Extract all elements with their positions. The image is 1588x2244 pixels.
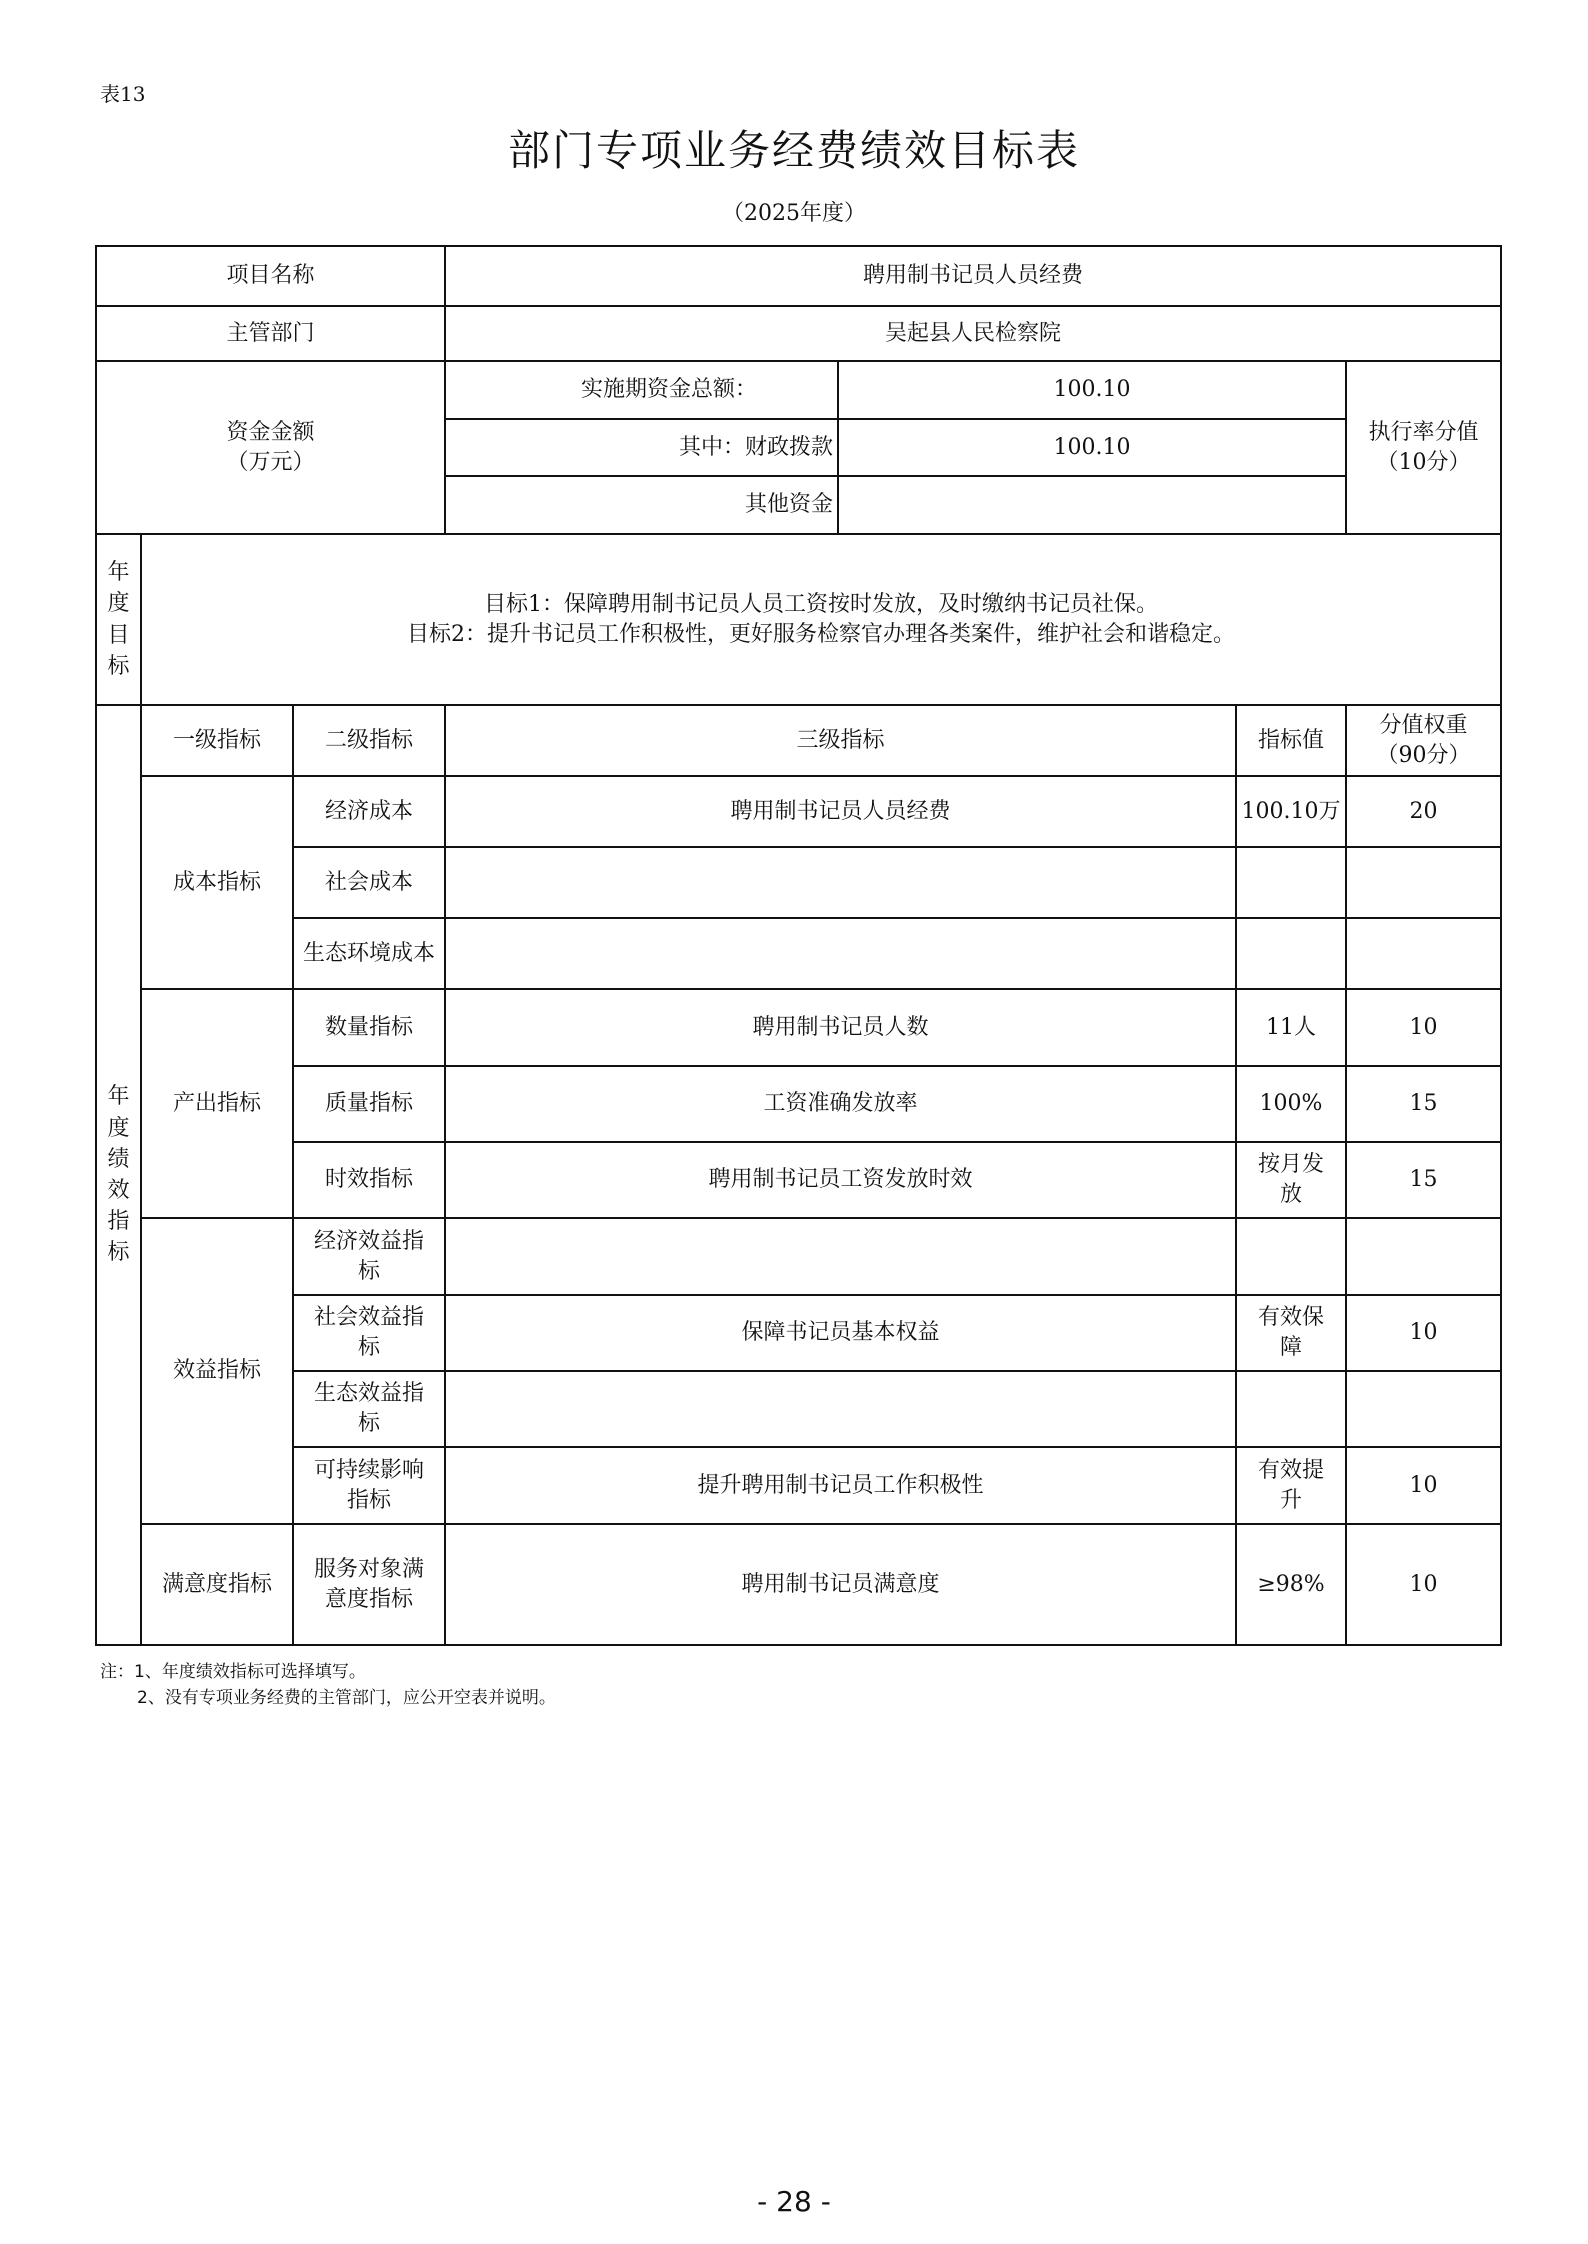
weight-cell: 15 <box>1346 1142 1501 1218</box>
header-weight-line2: （90分） <box>1376 742 1471 768</box>
cost-indicator-label: 成本指标 <box>141 776 293 989</box>
level2-cell: 生态环境成本 <box>293 918 445 989</box>
note-1: 注：1、年度绩效指标可选择填写。 <box>100 1662 366 1682</box>
level2-cell: 生态效益指标 <box>293 1371 445 1447</box>
page-number: - 28 - <box>757 2185 831 2218</box>
department-value: 吴起县人民检察院 <box>445 306 1501 361</box>
funds-total-row <box>96 361 1501 419</box>
annual-indicators-label-text: 年度绩效指标 <box>107 1084 130 1266</box>
fiscal-allocation-value: 100.10 <box>838 419 1346 476</box>
total-funds-label: 实施期资金总额： <box>445 361 838 419</box>
table-row <box>96 1218 1501 1295</box>
other-funds-label: 其他资金 <box>445 476 838 534</box>
sheet-number: 表13 <box>100 82 146 106</box>
department-label: 主管部门 <box>96 306 445 361</box>
table-row <box>96 1371 1501 1447</box>
weight-cell: 10 <box>1346 1447 1501 1524</box>
level2-cell: 可持续影响指标 <box>293 1447 445 1524</box>
output-indicator-label: 产出指标 <box>141 989 293 1218</box>
satisfaction-indicator-label: 满意度指标 <box>141 1524 293 1645</box>
level2-cell: 社会成本 <box>293 847 445 918</box>
weight-cell <box>1346 1218 1501 1295</box>
header-weight-line1: 分值权重 <box>1379 712 1468 738</box>
annual-indicators-label <box>96 705 141 1645</box>
level3-cell: 聘用制书记员人员经费 <box>445 776 1236 847</box>
table-row <box>96 918 1501 989</box>
annual-goal-label-text: 年度目标 <box>107 560 130 679</box>
funds-label <box>96 361 445 534</box>
header-value: 指标值 <box>1236 705 1346 776</box>
level3-cell <box>445 1371 1236 1447</box>
level2-cell: 数量指标 <box>293 989 445 1066</box>
table-row <box>96 776 1501 847</box>
fiscal-year: （2025年度） <box>722 201 866 226</box>
value-cell <box>1236 1218 1346 1295</box>
level2-cell: 经济成本 <box>293 776 445 847</box>
weight-cell: 10 <box>1346 1524 1501 1645</box>
level3-cell: 提升聘用制书记员工作积极性 <box>445 1447 1236 1524</box>
table-row <box>96 989 1501 1066</box>
value-cell: 100% <box>1236 1066 1346 1142</box>
level3-cell: 聘用制书记员满意度 <box>445 1524 1236 1645</box>
weight-cell <box>1346 847 1501 918</box>
department-row <box>96 306 1501 361</box>
execution-rate-score <box>1346 361 1501 534</box>
level3-cell: 保障书记员基本权益 <box>445 1295 1236 1371</box>
indicator-header-row <box>96 705 1501 776</box>
annual-goal-row <box>96 534 1501 705</box>
funds-label-line2: （万元） <box>226 449 315 475</box>
table-row <box>96 1295 1501 1371</box>
value-cell: 有效提升 <box>1236 1447 1346 1524</box>
table-row <box>96 1447 1501 1524</box>
weight-cell: 10 <box>1346 1295 1501 1371</box>
execution-rate-line1: 执行率分值 <box>1368 419 1479 445</box>
level3-cell <box>445 918 1236 989</box>
benefit-indicator-label: 效益指标 <box>141 1218 293 1524</box>
project-name-label: 项目名称 <box>96 246 445 306</box>
footnotes <box>100 1660 556 1711</box>
header-level3: 三级指标 <box>445 705 1236 776</box>
level2-cell: 社会效益指标 <box>293 1295 445 1371</box>
value-cell: 按月发放 <box>1236 1142 1346 1218</box>
weight-cell <box>1346 918 1501 989</box>
execution-rate-line2: （10分） <box>1376 449 1471 475</box>
total-funds-value: 100.10 <box>838 361 1346 419</box>
level2-cell: 质量指标 <box>293 1066 445 1142</box>
project-name-value: 聘用制书记员人员经费 <box>445 246 1501 306</box>
goal-2: 目标2：提升书记员工作积极性，更好服务检察官办理各类案件，维护社会和谐稳定。 <box>407 621 1235 647</box>
value-cell: 100.10万 <box>1236 776 1346 847</box>
level2-cell: 经济效益指标 <box>293 1218 445 1295</box>
value-cell: 有效保障 <box>1236 1295 1346 1371</box>
weight-cell: 20 <box>1346 776 1501 847</box>
level3-cell: 聘用制书记员工资发放时效 <box>445 1142 1236 1218</box>
table-row <box>96 1142 1501 1218</box>
level3-cell: 聘用制书记员人数 <box>445 989 1236 1066</box>
table-row <box>96 847 1501 918</box>
level3-cell <box>445 847 1236 918</box>
header-weight <box>1346 705 1501 776</box>
goal-1: 目标1：保障聘用制书记员人员工资按时发放，及时缴纳书记员社保。 <box>484 591 1158 617</box>
level2-cell: 时效指标 <box>293 1142 445 1218</box>
table-row <box>96 1524 1501 1645</box>
value-cell <box>1236 847 1346 918</box>
weight-cell: 15 <box>1346 1066 1501 1142</box>
page-title: 部门专项业务经费绩效目标表 <box>507 126 1080 175</box>
fiscal-allocation-label: 其中：财政拨款 <box>445 419 838 476</box>
level3-cell <box>445 1218 1236 1295</box>
value-cell: ≥98% <box>1236 1524 1346 1645</box>
performance-target-table <box>95 245 1502 1646</box>
note-2: 2、没有专项业务经费的主管部门，应公开空表并说明。 <box>137 1687 556 1708</box>
annual-goal-content <box>141 534 1501 705</box>
header-level2: 二级指标 <box>293 705 445 776</box>
project-name-row <box>96 246 1501 306</box>
weight-cell <box>1346 1371 1501 1447</box>
level3-cell: 工资准确发放率 <box>445 1066 1236 1142</box>
funds-label-line1: 资金金额 <box>226 419 315 445</box>
weight-cell: 10 <box>1346 989 1501 1066</box>
value-cell <box>1236 1371 1346 1447</box>
value-cell: 11人 <box>1236 989 1346 1066</box>
annual-goal-label <box>96 534 141 705</box>
value-cell <box>1236 918 1346 989</box>
level2-cell: 服务对象满意度指标 <box>293 1524 445 1645</box>
table-row <box>96 1066 1501 1142</box>
other-funds-value <box>838 476 1346 534</box>
header-level1: 一级指标 <box>141 705 293 776</box>
